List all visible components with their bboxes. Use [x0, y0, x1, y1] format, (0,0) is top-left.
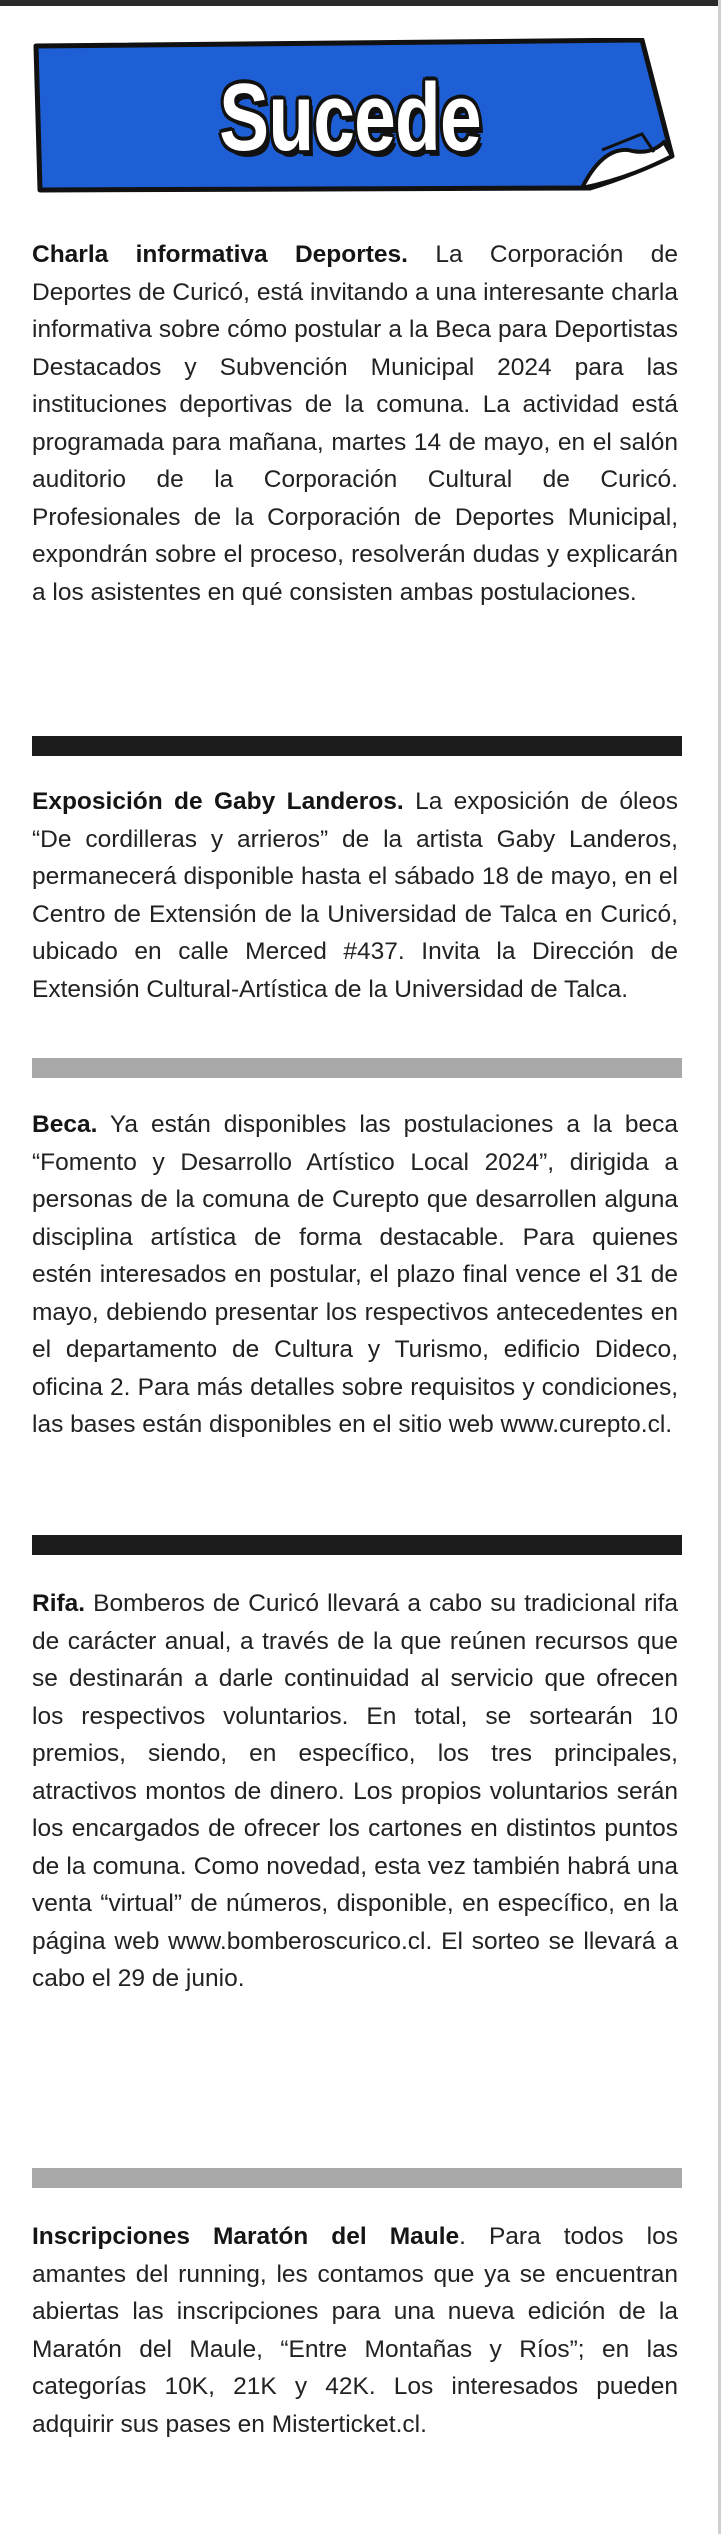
divider-dark	[32, 736, 682, 756]
divider-gray	[32, 1058, 682, 1078]
article-lead: Rifa.	[32, 1590, 86, 1617]
article-lead: Exposición de Gaby Landeros.	[32, 788, 404, 815]
divider-gray	[32, 2168, 682, 2188]
article-body: La Corporación de Deportes de Curicó, está invitando a una interesante charla informativa sobre cómo postular a la Beca para Deportistas Destacados y Subvención Municipal 2024 para las instituciones deportivas de la comuna. La actividad está programada para mañana, martes 14 de mayo, en el salón auditorio de la Corporación Cultural de Curicó. Profesionales de la Corporación de Deportes Municipal, expondrán sobre el proceso, resolverán dudas y explicarán a los asistentes en qué consisten ambas postulaciones.	[32, 241, 678, 606]
article-body: . Para todos los amantes del running, les contamos que ya se encuentran abiertas las inscripciones para una nueva edición de la Maratón del Maule, “Entre Montañas y Ríos”; en las categorías 10K, 21K y 42K. Los interesados pueden adquirir sus pases en Misterticket.cl.	[32, 2223, 678, 2438]
divider-dark	[32, 1535, 682, 1555]
article-beca	[32, 1106, 678, 1444]
article-exposicion	[32, 783, 678, 1008]
article-rifa	[32, 1585, 678, 1998]
column-rule	[718, 0, 721, 2534]
article-charla	[32, 236, 678, 611]
section-title: Sucede	[219, 64, 481, 171]
article-maraton	[32, 2218, 678, 2443]
article-body: Ya están disponibles las postulaciones a la beca “Fomento y Desarrollo Artístico Local 2024”, dirigida a personas de la comuna de Curepto que desarrollen alguna disciplina artística de forma destacable. Para quienes estén interesados en postular, el plazo final vence el 31 de mayo, debiendo presentar los respectivos antecedentes en el departamento de Cultura y Turismo, edificio Dideco, oficina 2. Para más detalles sobre requisitos y condiciones, las bases están disponibles en el sitio web www.curepto.cl.	[32, 1111, 678, 1438]
article-lead: Beca.	[32, 1111, 98, 1138]
top-rule	[0, 0, 718, 6]
article-lead: Inscripciones Maratón del Maule	[32, 2223, 460, 2250]
article-lead: Charla informativa Deportes.	[32, 241, 408, 268]
article-body: La exposición de óleos “De cordilleras y arrieros” de la artista Gaby Landeros, permanecerá disponible hasta el sábado 18 de mayo, en el Centro de Extensión de la Universidad de Talca en Curicó, ubicado en calle Merced #437. Invita la Dirección de Extensión Cultural-Artística de la Universidad de Talca.	[32, 788, 678, 1003]
article-body: Bomberos de Curicó llevará a cabo su tradicional rifa de carácter anual, a través de la que reúnen recursos que se destinarán a darle continuidad al servicio que ofrecen los respectivos voluntarios. En total, se sortearán 10 premios, siendo, en específico, los tres principales, atractivos montos de dinero. Los propios voluntarios serán los encargados de ofrecer los cartones en distintos puntos de la comuna. Como novedad, esta vez también habrá una venta “virtual” de números, disponible, en específico, en la página web www.bomberoscurico.cl. El sorteo se llevará a cabo el 29 de junio.	[32, 1590, 678, 1992]
section-banner	[30, 38, 678, 193]
